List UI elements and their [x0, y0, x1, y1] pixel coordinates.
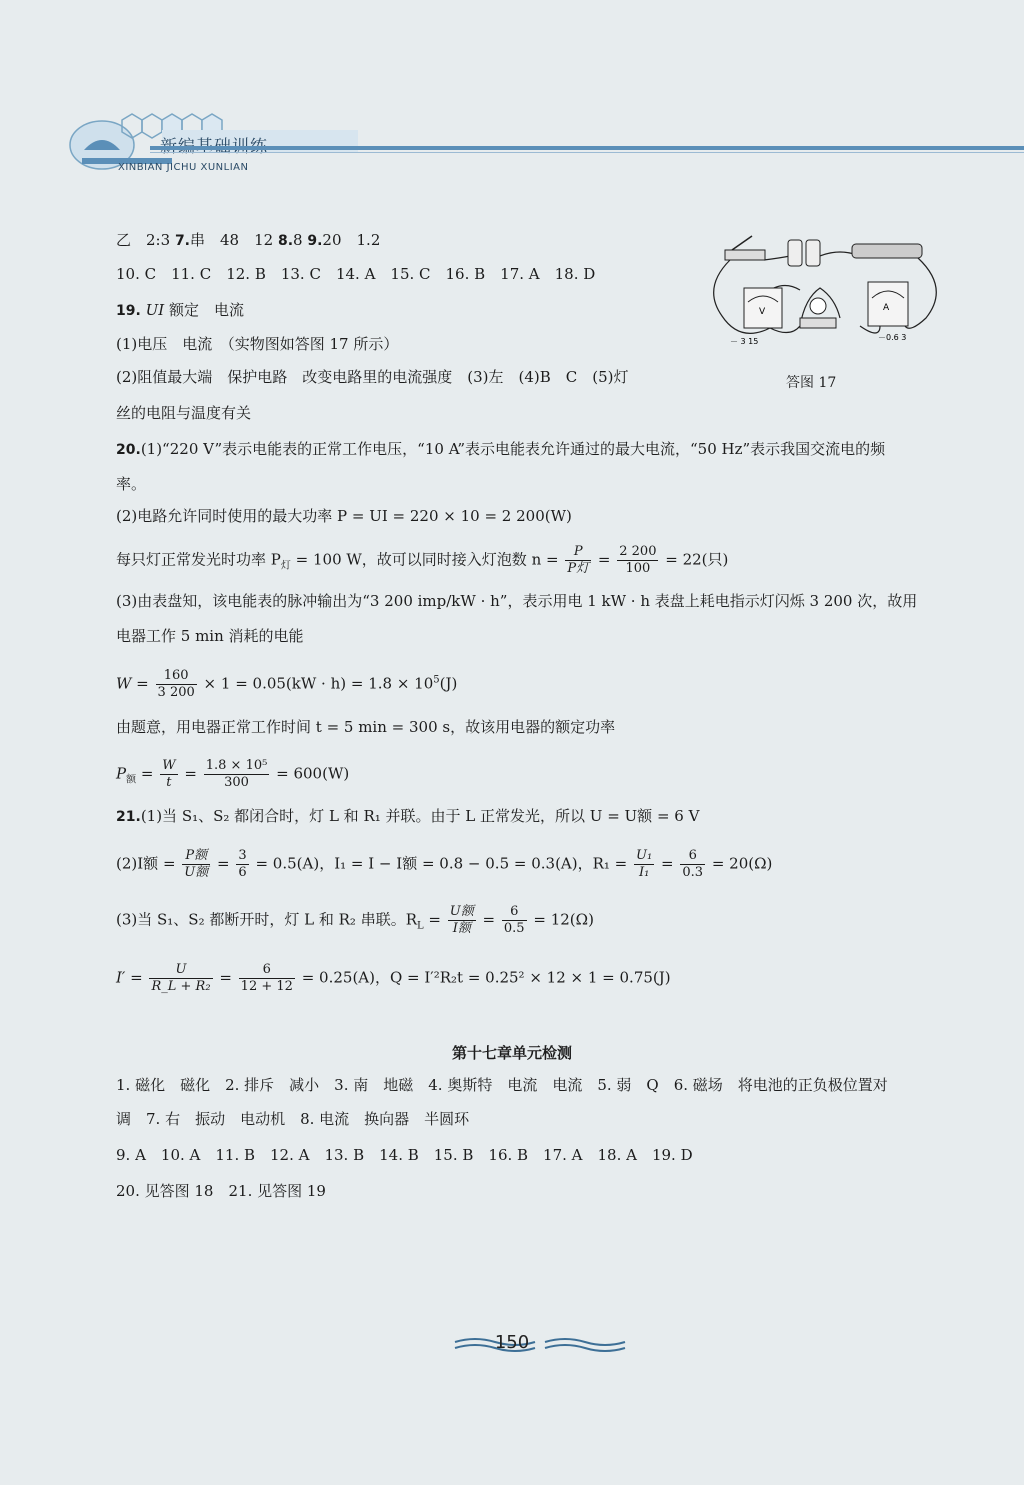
- answer-text: (1)“220 V”表示电能表的正常工作电压，“10 A”表示电能表允许通过的最大电流，“50 Hz”表示我国交流电的频: [140, 440, 886, 458]
- subscript: 额: [126, 774, 137, 786]
- header-rule: [150, 146, 1024, 150]
- answer-text: (2)I额 =: [116, 854, 176, 873]
- header-title: [160, 132, 268, 157]
- denominator: 3 200: [157, 685, 195, 700]
- ammeter-scale: －0.6 3: [878, 333, 907, 342]
- answer-text: =: [428, 910, 441, 929]
- answer-text: 每只灯正常发光时功率 P: [116, 550, 281, 569]
- answer-text: UI: [145, 301, 165, 319]
- denominator: U额: [184, 865, 209, 880]
- fraction: [149, 962, 212, 995]
- answer-text: = 0.25(A)，Q = I′²R₂t = 0.25² × 12 × 1 = 0.75(J): [301, 968, 671, 987]
- answer-line: [116, 263, 595, 285]
- denominator: P灯: [567, 561, 590, 576]
- denominator: I₁: [638, 865, 650, 880]
- figure-caption: 答图 17: [786, 375, 837, 391]
- answer-line: [116, 1074, 888, 1096]
- fraction: [204, 758, 270, 791]
- answer-text: 20. 见答图 18 21. 见答图 19: [116, 1182, 326, 1200]
- answer-text: =: [217, 854, 230, 873]
- answer-text: 8: [293, 231, 303, 249]
- header-subtitle: XINBIAN JICHU XUNLIAN: [118, 162, 249, 173]
- fraction: [182, 848, 210, 881]
- answer-text: 调 7. 右 振动 电动机 8. 电流 换向器 半圆环: [116, 1110, 470, 1128]
- answer-text: =: [219, 968, 232, 987]
- answer-text: = 0.5(A)，I₁ = I − I额 = 0.8 − 0.5 = 0.3(A)，R₁ =: [255, 854, 628, 873]
- fraction: [502, 904, 527, 937]
- page-number: 150: [494, 1332, 530, 1353]
- circuit-figure: [700, 218, 950, 348]
- answer-text: (1)当 S₁、S₂ 都闭合时，灯 L 和 R₁ 并联。由于 L 正常发光，所以 U = U额 = 6 V: [140, 807, 700, 825]
- answer-text: 乙 2:3: [116, 231, 171, 249]
- answer-text: 10. C 11. C 12. B 13. C 14. A 15. C 16. B 17. A 18. D: [116, 265, 596, 283]
- question-number: 7.: [174, 233, 190, 249]
- answer-text: W =: [116, 674, 149, 693]
- denominator: 300: [224, 775, 249, 790]
- answer-text: (J): [439, 674, 458, 693]
- fraction: [565, 544, 591, 577]
- answer-line: [116, 716, 615, 738]
- answer-text: (1)电压 电流 （实物图如答图 17 所示）: [116, 335, 399, 353]
- answer-text: I′ =: [116, 968, 143, 987]
- answer-text: (3)当 S₁、S₂ 都断开时，灯 L 和 R₂ 串联。R: [116, 910, 417, 929]
- answer-text: =: [184, 764, 197, 783]
- numerator: 2 200: [619, 544, 657, 559]
- answer-line: [116, 758, 349, 792]
- answer-line: [116, 805, 699, 828]
- voltmeter-scale: － 3 15: [730, 337, 759, 346]
- answer-line: [116, 299, 244, 322]
- wave-ornament-right: [540, 1334, 630, 1354]
- answer-line: [116, 1144, 693, 1166]
- denominator: t: [166, 775, 172, 790]
- question-number: 9.: [307, 233, 323, 249]
- answer-line: [116, 668, 457, 701]
- answer-text: (3)由表盘知，该电能表的脉冲输出为“3 200 imp/kW · h”，表示用电 1 kW · h 表盘上耗电指示灯闪烁 3 200 次，故用: [116, 592, 918, 610]
- denominator: 6: [238, 865, 247, 880]
- answer-text: (2)电路允许同时使用的最大功率 P = UI = 220 × 10 = 2 200(W): [116, 507, 572, 525]
- answer-text: 串 48 12: [190, 231, 274, 249]
- fraction: [239, 962, 295, 995]
- numerator: 6: [502, 904, 527, 921]
- answer-text: × 1 = 0.05(kW · h) = 1.8 × 10: [203, 674, 434, 693]
- numerator: W: [162, 758, 176, 773]
- answer-text: = 600(W): [276, 764, 350, 783]
- answer-line: [116, 366, 629, 388]
- numerator: 6: [680, 848, 705, 865]
- answer-line: [116, 402, 251, 424]
- denominator: 0.5: [503, 921, 525, 936]
- answer-text: =: [482, 910, 496, 929]
- denominator: R_L + R₂: [151, 979, 211, 994]
- numerator: U: [149, 962, 212, 979]
- answer-text: 9. A 10. A 11. B 12. A 13. B 14. B 15. B 16. B 17. A 18. A 19. D: [116, 1146, 693, 1164]
- answer-text: 额定 电流: [168, 301, 244, 319]
- answer-text: 率。: [116, 475, 147, 493]
- numerator: 3: [238, 848, 247, 863]
- answer-line: [116, 962, 671, 995]
- fraction: [617, 544, 658, 577]
- numerator: P: [565, 544, 591, 561]
- answer-line: [116, 904, 594, 938]
- ammeter-label: A: [883, 303, 890, 313]
- fraction: [634, 848, 654, 881]
- answer-text: 20 1.2: [322, 231, 381, 249]
- answer-line: [116, 438, 885, 461]
- answer-text: 丝的电阻与温度有关: [116, 404, 252, 422]
- fraction: [236, 848, 248, 881]
- answer-text: = 20(Ω): [711, 854, 773, 873]
- section-title: 第十七章单元检测: [451, 1044, 572, 1062]
- denominator: I额: [452, 921, 471, 936]
- question-number: 20.: [116, 442, 141, 458]
- denominator: 12 + 12: [240, 979, 293, 994]
- answer-text: (2)阻值最大端 保护电路 改变电路里的电流强度 (3)左 (4)B C (5)灯: [116, 368, 629, 386]
- question-number: 19.: [116, 303, 141, 319]
- numerator: P额: [182, 848, 210, 865]
- answer-text: 1. 磁化 磁化 2. 排斥 减小 3. 南 地磁 4. 奥斯特 电流 电流 5. 弱 Q 6. 磁场 将电池的正负极位置对: [116, 1076, 888, 1094]
- answer-text: =: [140, 764, 154, 783]
- subscript: 灯: [280, 560, 291, 572]
- numerator: U₁: [636, 848, 653, 863]
- answer-text: = 22(只): [665, 550, 729, 569]
- answer-text: =: [661, 854, 674, 873]
- question-number: 21.: [116, 809, 141, 825]
- denominator: 0.3: [682, 865, 704, 880]
- numerator: U额: [449, 904, 474, 919]
- denominator: 100: [625, 561, 651, 576]
- answer-text: 电器工作 5 min 消耗的电能: [116, 627, 304, 645]
- answer-text: = 12(Ω): [533, 910, 594, 929]
- answer-line: [116, 505, 572, 527]
- numerator: 160: [156, 668, 197, 685]
- answer-line: [116, 333, 398, 355]
- fraction: [448, 904, 476, 937]
- answer-text: 由题意，用电器正常工作时间 t = 5 min = 300 s，故该用电器的额定功率: [116, 718, 616, 736]
- answer-line: [116, 1180, 326, 1202]
- answer-line: [116, 229, 380, 252]
- subscript: L: [417, 920, 424, 932]
- answer-line: [116, 473, 146, 495]
- answer-line: [116, 625, 304, 647]
- header-rule-thin: [150, 152, 1024, 153]
- answer-line: [116, 590, 917, 612]
- fraction: [160, 758, 177, 791]
- numerator: 1.8 × 10⁵: [205, 758, 268, 773]
- answer-line: [116, 1108, 469, 1130]
- answer-text: = 100 W，故可以同时接入灯泡数 n =: [295, 550, 559, 569]
- question-number: 8.: [277, 233, 294, 249]
- fraction: [156, 668, 197, 701]
- fraction: [680, 848, 705, 881]
- answer-line: 每只灯正常发光时功率 $P_灯 = 100$ W，故可以同时接入灯泡数 n = $\frac{P}{\text{P灯}}$ = $\frac{2 200}{100}$ = 22(只): [116, 544, 729, 576]
- answer-line: [116, 848, 772, 881]
- voltmeter-label: V: [759, 307, 766, 317]
- answer-text: P: [116, 764, 127, 783]
- superscript: 5: [433, 674, 440, 686]
- numerator: 6: [239, 962, 295, 979]
